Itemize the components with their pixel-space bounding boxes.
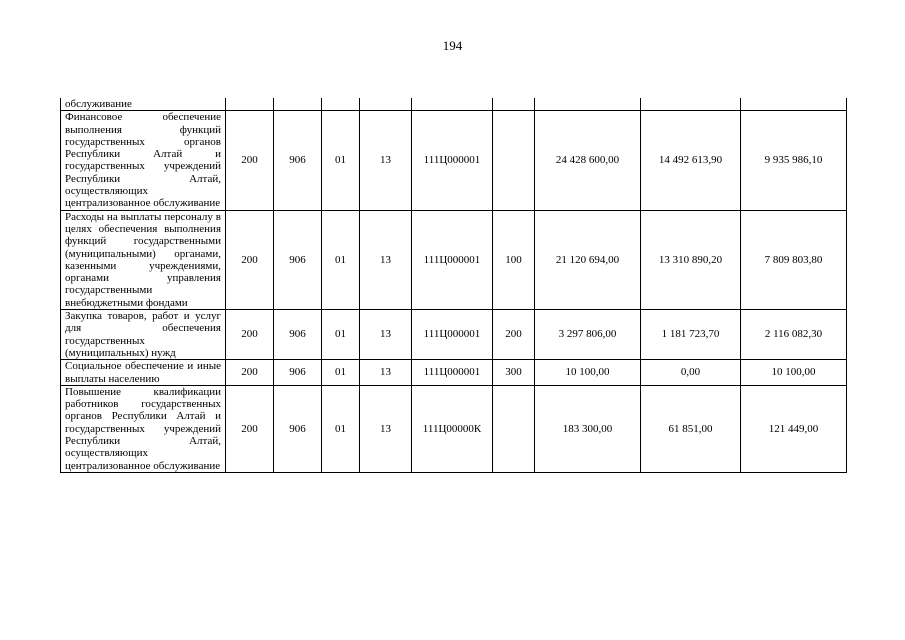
table-row <box>61 210 847 309</box>
cell-code-2: 906 <box>274 360 322 386</box>
row-description: Социальное обеспечение и иные выплаты населению <box>61 360 226 386</box>
cell-amount-2: 61 851,00 <box>641 385 741 472</box>
cell-code-5: 111Ц000001 <box>412 360 493 386</box>
cell-amount-1 <box>535 98 641 111</box>
cell-code-3: 01 <box>322 360 360 386</box>
cell-code-3: 01 <box>322 310 360 360</box>
cell-amount-2: 0,00 <box>641 360 741 386</box>
cell-code-3 <box>322 98 360 111</box>
cell-code-3: 01 <box>322 210 360 309</box>
cell-code-4: 13 <box>360 310 412 360</box>
cell-amount-3: 10 100,00 <box>741 360 847 386</box>
cell-code-3: 01 <box>322 111 360 210</box>
cell-amount-1: 10 100,00 <box>535 360 641 386</box>
cell-amount-1: 3 297 806,00 <box>535 310 641 360</box>
cell-amount-2 <box>641 98 741 111</box>
cell-amount-3: 121 449,00 <box>741 385 847 472</box>
cell-amount-3: 2 116 082,30 <box>741 310 847 360</box>
cell-code-4: 13 <box>360 360 412 386</box>
page-number: 194 <box>442 38 463 53</box>
row-description: обслуживание <box>61 98 226 111</box>
cell-code-1: 200 <box>226 210 274 309</box>
row-description: Расходы на выплаты персоналу в целях обеспечения выполнения функций государственными (муниципальными) органами, казенными учреждениями, органами управления государственными внебюджетными фондами <box>61 210 226 309</box>
cell-code-6 <box>493 111 535 210</box>
table-row <box>61 360 847 386</box>
cell-code-2: 906 <box>274 385 322 472</box>
cell-code-1: 200 <box>226 360 274 386</box>
cell-amount-3: 9 935 986,10 <box>741 111 847 210</box>
cell-code-2: 906 <box>274 310 322 360</box>
cell-amount-1: 24 428 600,00 <box>535 111 641 210</box>
cell-code-3: 01 <box>322 385 360 472</box>
cell-code-1: 200 <box>226 310 274 360</box>
cell-code-4: 13 <box>360 385 412 472</box>
budget-table <box>60 98 847 473</box>
table-row <box>61 310 847 360</box>
cell-code-4: 13 <box>360 111 412 210</box>
row-description: Повышение квалификации работников государственных органов Республики Алтай и государственных учреждений Республики Алтай, осуществляющих централизованное обслуживание <box>61 385 226 472</box>
row-description: Закупка товаров, работ и услуг для обеспечения государственных (муниципальных) нужд <box>61 310 226 360</box>
cell-code-2: 906 <box>274 210 322 309</box>
cell-code-5: 111Ц000001 <box>412 310 493 360</box>
cell-code-1: 200 <box>226 385 274 472</box>
cell-amount-2: 1 181 723,70 <box>641 310 741 360</box>
cell-code-6 <box>493 98 535 111</box>
cell-code-1: 200 <box>226 111 274 210</box>
cell-amount-1: 21 120 694,00 <box>535 210 641 309</box>
cell-code-6: 300 <box>493 360 535 386</box>
cell-code-5: 111Ц00000К <box>412 385 493 472</box>
cell-code-2 <box>274 98 322 111</box>
table-row <box>61 111 847 210</box>
cell-amount-3 <box>741 98 847 111</box>
cell-code-6 <box>493 385 535 472</box>
cell-code-5 <box>412 98 493 111</box>
cell-amount-3: 7 809 803,80 <box>741 210 847 309</box>
cell-code-1 <box>226 98 274 111</box>
cell-code-4: 13 <box>360 210 412 309</box>
row-description: Финансовое обеспечение выполнения функций государственных органов Республики Алтай и государственных учреждений Республики Алтай, осуществляющих централизованное обслуживание <box>61 111 226 210</box>
table-row <box>61 98 847 111</box>
cell-code-6: 200 <box>493 310 535 360</box>
cell-amount-2: 14 492 613,90 <box>641 111 741 210</box>
cell-code-6: 100 <box>493 210 535 309</box>
cell-amount-1: 183 300,00 <box>535 385 641 472</box>
cell-code-2: 906 <box>274 111 322 210</box>
cell-code-4 <box>360 98 412 111</box>
table-row <box>61 385 847 472</box>
cell-code-5: 111Ц000001 <box>412 111 493 210</box>
cell-amount-2: 13 310 890,20 <box>641 210 741 309</box>
cell-code-5: 111Ц000001 <box>412 210 493 309</box>
